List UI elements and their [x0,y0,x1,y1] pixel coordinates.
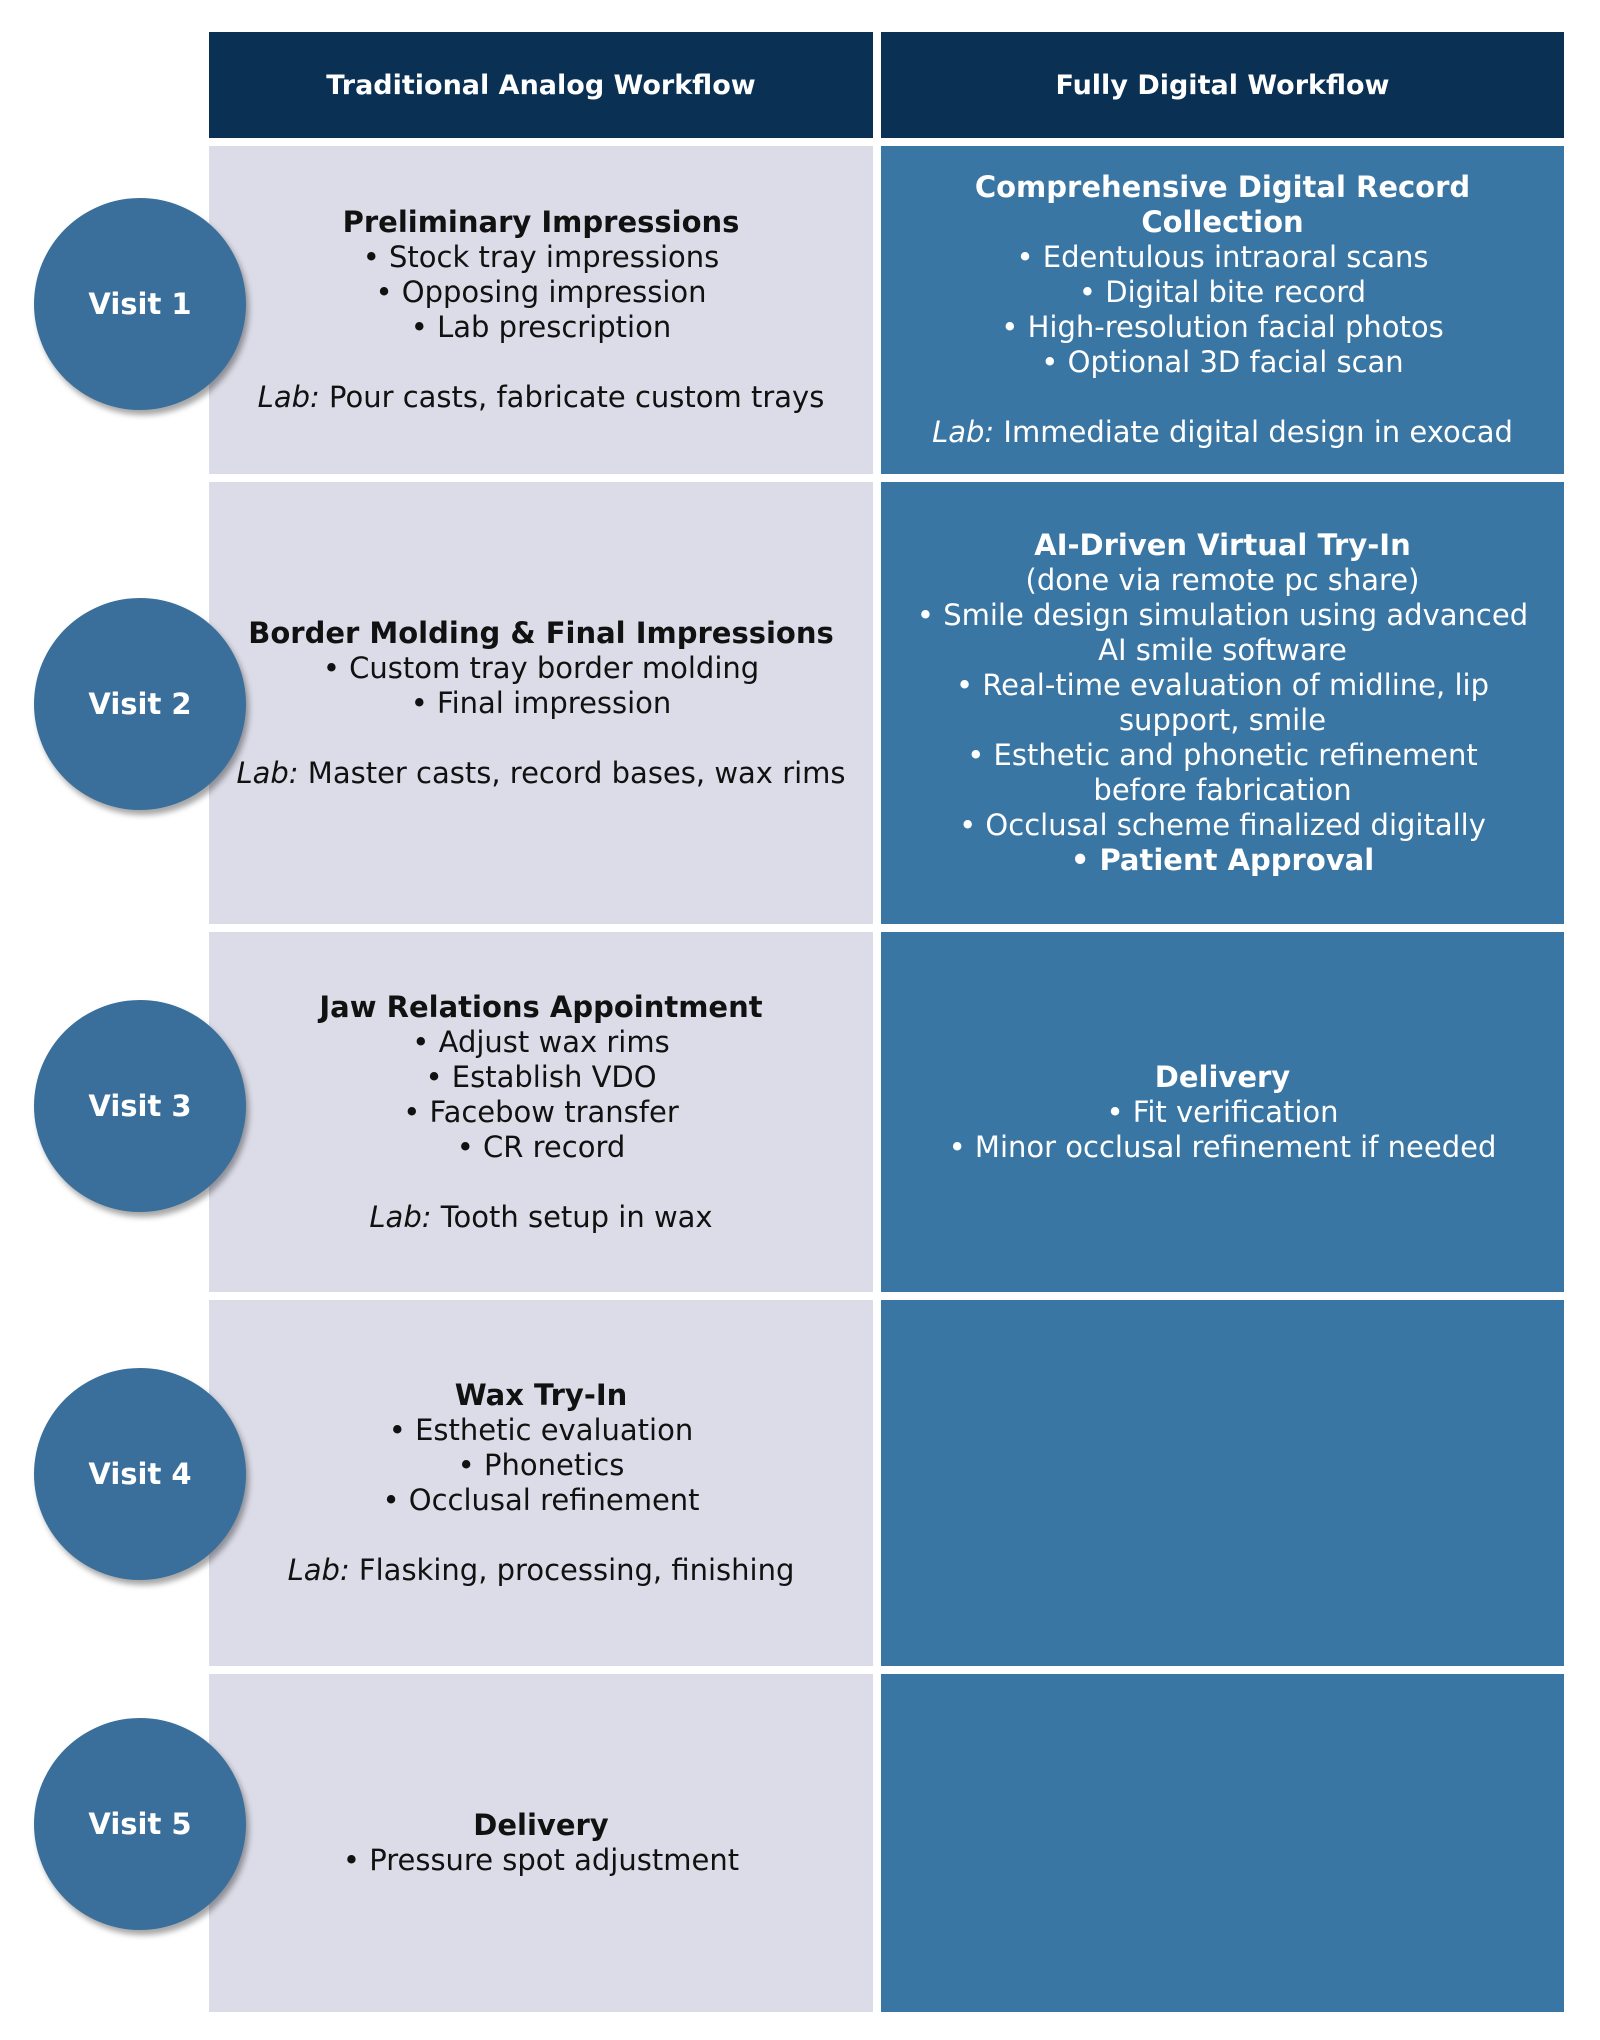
header-fully-digital-workflow: Fully Digital Workflow [881,32,1564,138]
analog-4-lab-note [288,1553,795,1588]
visit-5-circle: Visit 5 [34,1718,246,1930]
digital-1-lab-note [932,415,1513,450]
analog-cell-visit-4 [209,1300,873,1666]
digital-2-subtitle: (done via remote pc share) [1025,563,1420,597]
visit-1-circle: Visit 1 [34,198,246,410]
lab-label: Lab: [369,1199,432,1234]
analog-1-bullet-2: • Opposing impression [375,275,707,309]
header-traditional-analog-workflow: Traditional Analog Workflow [209,32,873,138]
analog-cell-visit-1 [209,146,873,474]
digital-3-bullet-1: • Fit verification [1106,1094,1339,1129]
lab-label: Lab: [287,1553,350,1587]
digital-2-bullet-3: • Esthetic and phonetic refinement before fabrication [967,738,1478,807]
analog-2-title: Border Molding & Final Impressions [248,615,834,650]
digital-2-bullet-2: • Real-time evaluation of midline, lip support, smile [956,668,1489,737]
analog-cell-visit-3 [209,932,873,1292]
analog-3-bullet-3: • Facebow transfer [403,1094,679,1129]
digital-1-bullet-2: • Digital bite record [1078,275,1367,309]
visit-3-circle: Visit 3 [34,1000,246,1212]
digital-cell-visit-2 [881,482,1564,924]
digital-1-bullet-3: • High-resolution facial photos [1001,310,1444,344]
analog-3-bullet-1: • Adjust wax rims [412,1024,670,1059]
digital-1-title: Comprehensive Digital Record Collection [974,170,1471,239]
analog-2-bullet-2: • Final impression [410,685,672,720]
digital-cell-visit-5-empty [881,1674,1564,2012]
digital-3-bullet-2: • Minor occlusal refinement if needed [948,1129,1497,1164]
analog-cell-visit-5 [209,1674,873,2012]
analog-4-bullet-2: • Phonetics [457,1448,625,1482]
visit-4-circle: Visit 4 [34,1368,246,1580]
digital-cell-visit-4-empty [881,1300,1564,1666]
analog-4-bullet-1: • Esthetic evaluation [388,1413,694,1447]
digital-cell-visit-3 [881,932,1564,1292]
analog-3-lab-note [369,1200,712,1235]
lab-text: Pour casts, fabricate custom trays [319,380,825,414]
analog-5-title: Delivery [473,1808,609,1842]
visit-2-circle: Visit 2 [34,598,246,810]
analog-5-bullet-1: • Pressure spot adjustment [342,1843,740,1877]
analog-3-bullet-2: • Establish VDO [425,1059,657,1094]
lab-text: Master casts, record bases, wax rims [298,755,846,790]
lab-label: Lab: [257,380,320,414]
analog-2-lab-note [236,756,845,791]
analog-4-title: Wax Try-In [454,1378,628,1412]
lab-label: Lab: [932,415,995,449]
digital-cell-visit-1 [881,146,1564,474]
analog-1-lab-note [258,380,825,415]
analog-1-bullet-3: • Lab prescription [410,310,672,344]
lab-text: Flasking, processing, finishing [349,1553,795,1587]
digital-2-bullet-4: • Occlusal scheme finalized digitally [959,808,1486,842]
analog-cell-visit-2 [209,482,873,924]
analog-4-bullet-3: • Occlusal refinement [382,1483,700,1517]
digital-2-patient-approval: • Patient Approval [1070,843,1375,877]
digital-1-bullet-1: • Edentulous intraoral scans [1016,240,1429,274]
lab-text: Immediate digital design in exocad [994,415,1513,449]
analog-3-bullet-4: • CR record [456,1129,626,1164]
analog-2-bullet-1: • Custom tray border molding [322,650,760,685]
digital-2-title: AI-Driven Virtual Try-In [1034,528,1411,562]
digital-3-title: Delivery [1154,1059,1291,1094]
lab-text: Tooth setup in wax [431,1199,713,1234]
digital-1-bullet-4: • Optional 3D facial scan [1041,345,1404,379]
digital-2-bullet-1: • Smile design simulation using advanced AI smile software [916,598,1529,667]
analog-1-title: Preliminary Impressions [342,205,740,239]
lab-label: Lab: [236,755,299,790]
analog-3-title: Jaw Relations Appointment [319,989,763,1024]
analog-1-bullet-1: • Stock tray impressions [362,240,720,274]
